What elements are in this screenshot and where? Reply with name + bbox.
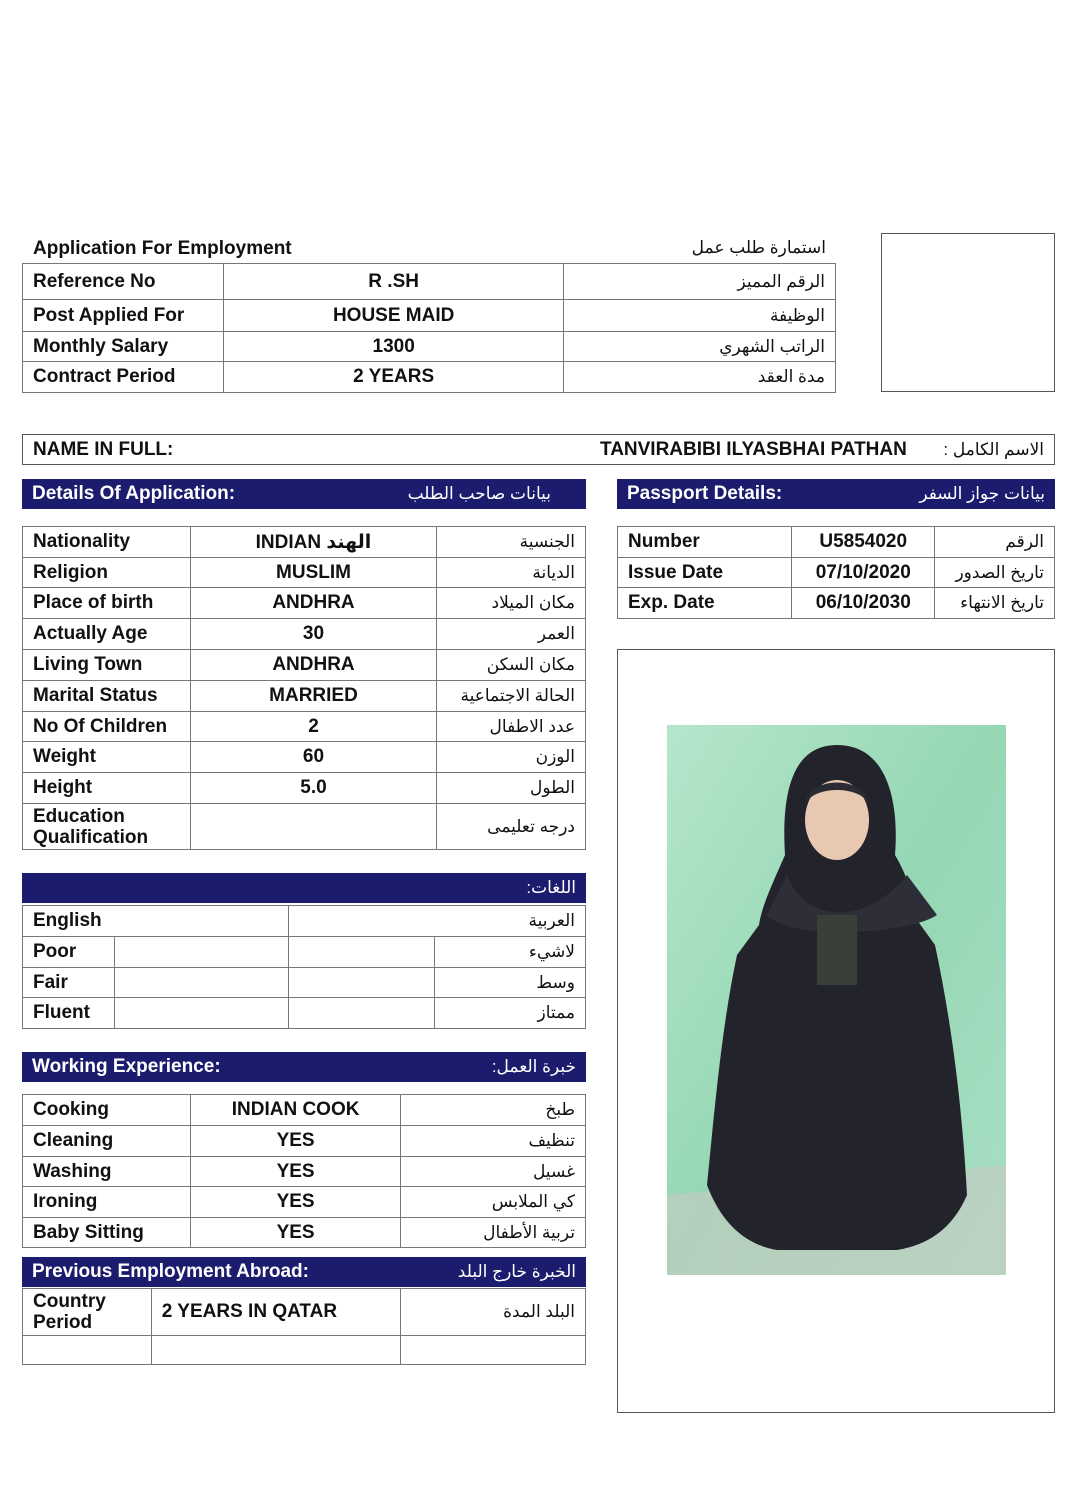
job-row xyxy=(23,332,836,362)
details-label: Living Town xyxy=(23,650,191,681)
abroad-cell xyxy=(151,1336,401,1365)
abroad-value: 2 YEARS IN QATAR xyxy=(151,1289,401,1336)
experience-row xyxy=(23,1218,586,1248)
passport-label: Exp. Date xyxy=(618,588,792,619)
form-title: Application For Employment xyxy=(33,238,292,259)
language-label: Fluent xyxy=(23,998,115,1029)
passport-header xyxy=(617,479,1055,509)
passport-value: 06/10/2030 xyxy=(792,588,935,619)
name-label-ar: الاسم الكامل : xyxy=(943,440,1044,459)
abroad-table xyxy=(22,1288,586,1365)
experience-label: Cleaning xyxy=(23,1126,191,1157)
form-title-ar: استمارة طلب عمل xyxy=(691,238,826,257)
details-value: 30 xyxy=(190,619,436,650)
language-row xyxy=(23,937,586,968)
passport-row xyxy=(618,527,1055,558)
experience-title-ar: خبرة العمل: xyxy=(491,1057,576,1076)
abroad-row-empty xyxy=(23,1336,586,1365)
job-label: Post Applied For xyxy=(23,300,224,332)
details-row xyxy=(23,527,586,558)
language-cell xyxy=(114,968,288,998)
job-value: 1300 xyxy=(223,332,563,362)
abroad-label-line2: Period xyxy=(33,1312,93,1333)
language-label: Poor xyxy=(23,937,115,968)
passport-title: Passport Details: xyxy=(627,483,783,504)
details-label: Actually Age xyxy=(23,619,191,650)
details-value: ANDHRA xyxy=(190,588,436,619)
details-value: 60 xyxy=(190,742,436,773)
details-label-ar: العمر xyxy=(437,619,586,650)
details-table xyxy=(22,526,586,850)
details-label: Marital Status xyxy=(23,681,191,712)
experience-header xyxy=(22,1052,586,1082)
details-row xyxy=(23,588,586,619)
abroad-label-ar: البلد المدة xyxy=(401,1289,586,1336)
passport-label-ar: تاريخ الانتهاء xyxy=(935,588,1055,619)
experience-label-ar: تربية الأطفال xyxy=(401,1218,586,1248)
job-label-ar: مدة العقد xyxy=(564,362,836,393)
language-cell xyxy=(288,968,435,998)
job-label-ar: الراتب الشهري xyxy=(564,332,836,362)
passport-title-ar: بيانات جواز السفر xyxy=(919,484,1045,503)
details-label-ar: عدد الاطفال xyxy=(437,712,586,742)
experience-value: YES xyxy=(190,1126,401,1157)
language-label: Fair xyxy=(23,968,115,998)
details-title-ar: بيانات صاحب الطلب xyxy=(407,484,551,503)
details-label: Place of birth xyxy=(23,588,191,619)
details-value: MUSLIM xyxy=(190,558,436,588)
education-label-ar: درجه تعليمى xyxy=(437,804,586,850)
details-value: INDIAN الهند xyxy=(190,527,436,558)
job-value: R .SH xyxy=(223,264,563,300)
experience-label-ar: طبخ xyxy=(401,1095,586,1126)
experience-label-ar: غسيل xyxy=(401,1157,586,1187)
experience-row xyxy=(23,1095,586,1126)
name-value: TANVIRABIBI ILYASBHAI PATHAN xyxy=(600,439,907,460)
details-row xyxy=(23,681,586,712)
details-label-ar: الديانة xyxy=(437,558,586,588)
details-label-ar: مكان الميلاد xyxy=(437,588,586,619)
details-value: ANDHRA xyxy=(190,650,436,681)
details-label-ar: الجنسية xyxy=(437,527,586,558)
education-value xyxy=(190,804,436,850)
job-label: Monthly Salary xyxy=(23,332,224,362)
details-row xyxy=(23,558,586,588)
abroad-label-line1: Country xyxy=(33,1291,106,1312)
applicant-photo xyxy=(667,725,1006,1275)
passport-label-ar: الرقم xyxy=(935,527,1055,558)
abroad-header xyxy=(22,1257,586,1287)
experience-row xyxy=(23,1157,586,1187)
language-label-ar: لاشيء xyxy=(435,937,586,968)
job-label-ar: الوظيفة xyxy=(564,300,836,332)
experience-row xyxy=(23,1126,586,1157)
details-label-ar: الحالة الاجتماعية xyxy=(437,681,586,712)
passport-label: Issue Date xyxy=(618,558,792,588)
abroad-label xyxy=(23,1289,152,1336)
job-row xyxy=(23,362,836,393)
language-cell xyxy=(288,998,435,1029)
details-row xyxy=(23,619,586,650)
details-row xyxy=(23,712,586,742)
job-label-ar: الرقم المميز xyxy=(564,264,836,300)
job-value: 2 YEARS xyxy=(223,362,563,393)
languages-header xyxy=(22,873,586,903)
details-row xyxy=(23,650,586,681)
language-row xyxy=(23,998,586,1029)
passport-label: Number xyxy=(618,527,792,558)
details-label-ar: الوزن xyxy=(437,742,586,773)
details-label: Religion xyxy=(23,558,191,588)
abroad-title-ar: الخبرة خارج البلد xyxy=(457,1262,576,1281)
experience-table xyxy=(22,1094,586,1248)
details-value: 5.0 xyxy=(190,773,436,804)
details-header xyxy=(22,479,586,509)
language-label-ar: العربية xyxy=(288,906,585,937)
experience-label: Ironing xyxy=(23,1187,191,1218)
details-title: Details Of Application: xyxy=(32,483,236,504)
abroad-title: Previous Employment Abroad: xyxy=(32,1261,309,1282)
passport-table xyxy=(617,526,1055,619)
details-label: Weight xyxy=(23,742,191,773)
education-label-line2: Qualification xyxy=(33,826,149,848)
language-label: English xyxy=(23,906,289,937)
shirt-shape xyxy=(817,915,857,985)
details-label-ar: مكان السكن xyxy=(437,650,586,681)
job-value: HOUSE MAID xyxy=(223,300,563,332)
details-row-education xyxy=(23,804,586,850)
details-label-ar: الطول xyxy=(437,773,586,804)
passport-row xyxy=(618,588,1055,619)
experience-value: YES xyxy=(190,1157,401,1187)
experience-label-ar: تنظيف xyxy=(401,1126,586,1157)
languages-title-ar: اللغات: xyxy=(526,878,576,897)
experience-label-ar: كي الملابس xyxy=(401,1187,586,1218)
abroad-cell xyxy=(401,1336,586,1365)
language-cell xyxy=(114,937,288,968)
experience-value: YES xyxy=(190,1187,401,1218)
details-label: Height xyxy=(23,773,191,804)
education-label-line1: Education xyxy=(33,805,125,827)
job-row xyxy=(23,264,836,300)
abroad-cell xyxy=(23,1336,152,1365)
job-label: Contract Period xyxy=(23,362,224,393)
experience-label: Cooking xyxy=(23,1095,191,1126)
details-row xyxy=(23,773,586,804)
details-value: MARRIED xyxy=(190,681,436,712)
name-label: NAME IN FULL: xyxy=(33,439,174,460)
job-label: Reference No xyxy=(23,264,224,300)
details-label: No Of Children xyxy=(23,712,191,742)
experience-label: Washing xyxy=(23,1157,191,1187)
education-label xyxy=(23,804,191,850)
languages-table xyxy=(22,905,586,1029)
small-photo-box xyxy=(881,233,1055,392)
language-cell xyxy=(288,937,435,968)
experience-value: YES xyxy=(190,1218,401,1248)
experience-row xyxy=(23,1187,586,1218)
language-row xyxy=(23,968,586,998)
details-value: 2 xyxy=(190,712,436,742)
job-table xyxy=(22,263,836,393)
job-row xyxy=(23,300,836,332)
experience-title: Working Experience: xyxy=(32,1056,221,1077)
details-row xyxy=(23,742,586,773)
language-cell xyxy=(114,998,288,1029)
passport-value: U5854020 xyxy=(792,527,935,558)
abroad-row xyxy=(23,1289,586,1336)
details-label: Nationality xyxy=(23,527,191,558)
passport-value: 07/10/2020 xyxy=(792,558,935,588)
language-label-ar: ممتاز xyxy=(435,998,586,1029)
language-row xyxy=(23,906,586,937)
experience-value: INDIAN COOK xyxy=(190,1095,401,1126)
experience-label: Baby Sitting xyxy=(23,1218,191,1248)
passport-label-ar: تاريخ الصدور xyxy=(935,558,1055,588)
passport-row xyxy=(618,558,1055,588)
language-label-ar: وسط xyxy=(435,968,586,998)
